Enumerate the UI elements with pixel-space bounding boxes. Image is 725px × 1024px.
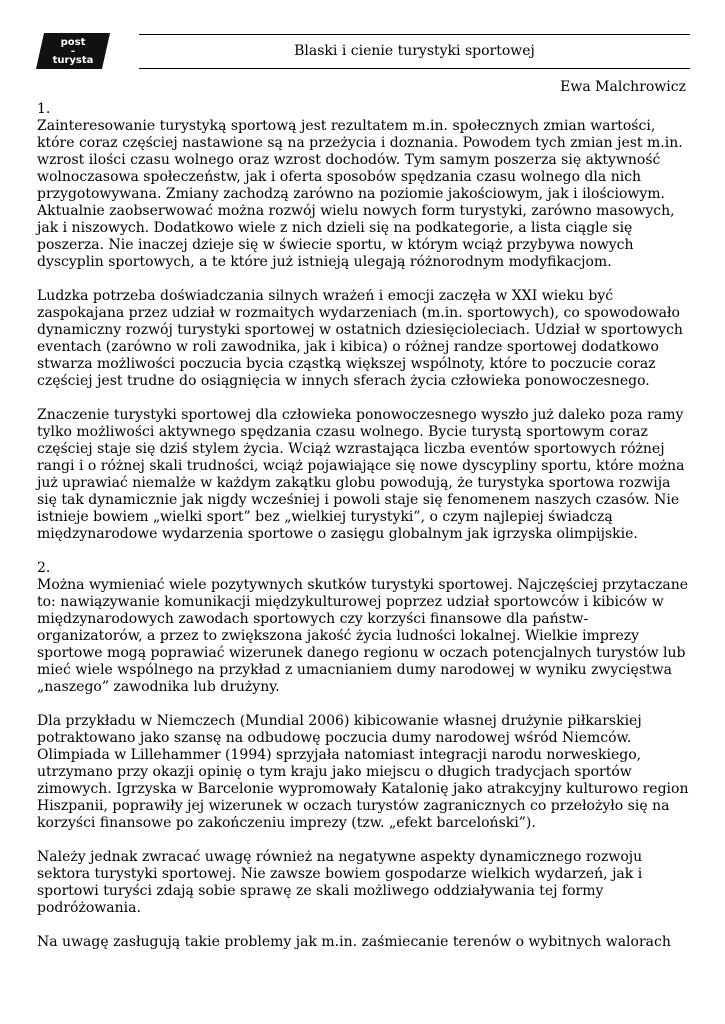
logo-dash: - xyxy=(70,45,76,57)
logo-word-turysta: turysta xyxy=(52,54,94,66)
paragraph-1: Zainteresowanie turystyką sportową jest rezultatem m.in. społecznych zmian wartości, które coraz częściej nastawione są na przeżycia i doznania. Powodem tych zmian jest m.in. wzrost ilości czasu wolnego oraz wzrost dochodów. Tym samym poszerza się aktywność wolnoczasowa społeczeństw, jak i oferta sposobów spędzania czasu wolnego dla nich przygotowywana. Zmiany zachodzą zarówno na poziomie jakościowym, jak i ilościowym. Aktualnie zaobserwować można rozwój wielu nowych form turystyki, zarówno masowych, jak i niszowych. Dodatkowo wiele z nich dzieli się na podkategorie, a lista ciągle się poszerza. Nie inaczej dzieje się w świecie sportu, w którym wciąż przybywa nowych dyscyplin sportowych, a te które już istnieją ulegają różnorodnym modyfikacjom. xyxy=(37,118,683,270)
header-top-rule xyxy=(139,34,690,35)
page-title: Blaski i cienie turystyki sportowej xyxy=(294,43,535,59)
paragraph-4: Można wymieniać wiele pozytywnych skutków turystyki sportowej. Najczęściej przytaczane to: nawiązywanie komunikacji międzykulturowej poprzez udział sportowców i kibiców w międzynarodowych zawodach sportowych czy korzyści finansowe dla państw-organizatorów, a przez to zwiększona jakość życia ludności lokalnej. Wielkie imprezy sportowe mogą poprawiać wizerunek danego regionu w oczach potencjalnych turystów lub mieć wiele wspólnego na przykład z umacnianiem dumy narodowej w wyniku zwycięstwa „naszego” zawodnika lub drużyny. xyxy=(37,577,689,695)
paragraph-2: Ludzka potrzeba doświadczania silnych wrażeń i emocji zaczęła w XXI wieku być zaspokajana przez udział w rozmaitych wydarzeniach (m.in. sportowych), co spowodowało dynamiczny rozwój turystyki sportowej w ostatnich dziesięcioleciach. Udział w sportowych eventach (zarówno w roli zawodnika, jak i kibica) o różnej randze sportowej dodatkowo stwarza możliwości poczucia bycia cząstką większej wspólnoty, które to poczucie coraz częściej jest trudne do osiągnięcia w innych sferach życia człowieka ponowoczesnego. xyxy=(37,288,683,389)
paragraph-7: Na uwagę zasługują takie problemy jak m.in. zaśmiecanie terenów o wybitnych walorach xyxy=(37,934,671,950)
header-bottom-rule xyxy=(139,68,690,69)
paragraph-5: Dla przykładu w Niemczech (Mundial 2006) kibicowanie własnej drużynie piłkarskiej potraktowano jako szansę na odbudowę poczucia dumy narodowej wśród Niemców. Olimpiada w Lillehammer (1994) sprzyjała natomiast integracji narodu norweskiego, utrzymano przy okazji opinię o tym kraju jako miejscu o długich tradycjach sportów zimowych. Igrzyska w Barcelonie wypromowały Katalonię jako atrakcyjny kulturowo region Hiszpanii, poprawiły jej wizerunek w oczach turystów zagranicznych co przełożyło się na korzyści finansowe po zakończeniu imprezy (tzw. „efekt barceloński”). xyxy=(37,713,689,831)
logo-word-post: post xyxy=(60,36,86,48)
paragraph-3: Znaczenie turystyki sportowej dla człowieka ponowoczesnego wyszło już daleko poza ramy tylko możliwości aktywnego spędzania czasu wolnego. Bycie turystą sportowym coraz częściej staje się dziś stylem życia. Wciąż wzrastająca liczba eventów sportowych różnej rangi i o różnej skali trudności, wciąż pojawiające się nowe dyscypliny sportu, które można już uprawiać niemalże w każdym zakątku globu powodują, że turystyka sportowa rozwija się tak dynamicznie jak nigdy wcześniej i powoli staje się fenomenem naszych czasów. Nie istnieje bowiem „wielki sport” bez „wielkiej turystyki”, o czym najlepiej świadczą międzynarodowe wydarzenia sportowe o zasięgu globalnym jak igrzyska olimpijskie. xyxy=(37,407,685,542)
author-name: Ewa Malchrowicz xyxy=(560,79,686,95)
article-body xyxy=(37,101,692,951)
section-number-1: 1. xyxy=(37,101,51,117)
site-logo[interactable] xyxy=(36,33,110,69)
paragraph-6: Należy jednak zwracać uwagę również na negatywne aspekty dynamicznego rozwoju sektora turystyki sportowej. Nie zawsze bowiem gospodarze wielkich wydarzeń, jak i sportowi turyści zdają sobie sprawę ze skali możliwego oddziaływania tej formy podróżowania. xyxy=(37,849,643,916)
section-number-2: 2. xyxy=(37,560,51,576)
logo-text xyxy=(36,33,110,69)
